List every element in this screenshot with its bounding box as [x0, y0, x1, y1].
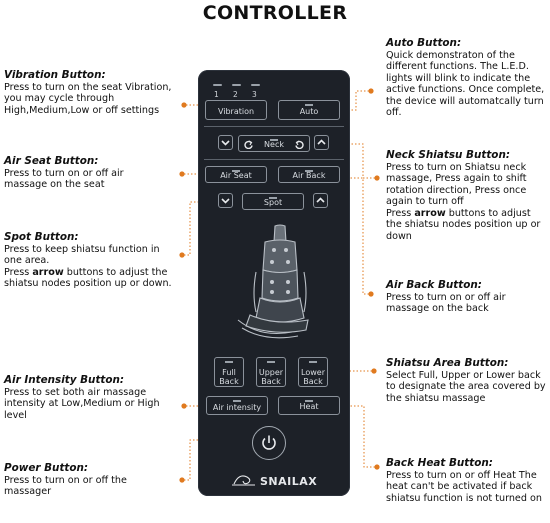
power-heading: Power Button: — [4, 462, 89, 474]
auto-button[interactable] — [278, 100, 340, 120]
air-back-button-label: Air Back — [292, 171, 326, 180]
air-intensity-description — [4, 374, 179, 421]
divider — [204, 126, 344, 127]
chevron-down-icon — [221, 196, 230, 205]
level-led-1 — [213, 84, 222, 86]
auto-heading: Auto Button: — [386, 37, 462, 49]
lower-back-label: Lower Back — [301, 368, 325, 386]
shiatsu-area-description — [386, 357, 548, 404]
air-intensity-button-label: Air intensity — [212, 403, 262, 412]
remote-controller — [198, 70, 350, 496]
massage-seat-illustration — [220, 220, 330, 340]
air-seat-description — [4, 155, 169, 191]
chevron-up-icon — [316, 196, 325, 205]
air-seat-button-label: Air Seat — [220, 171, 252, 180]
air-intensity-heading: Air Intensity Button: — [4, 374, 125, 386]
air-back-button[interactable] — [278, 166, 340, 183]
air-intensity-text: Press to set both air massage intensity at Low,Medium or High level — [4, 386, 160, 421]
auto-led — [305, 104, 313, 106]
full-back-led — [225, 361, 233, 363]
neck-text-1: Press to turn on Shiatsu neck massage, Press again to shift rotation direction, Press once again to turn off — [386, 161, 527, 208]
air-intensity-button[interactable] — [206, 396, 268, 415]
shiatsu-area-heading: Shiatsu Area Button: — [386, 357, 509, 369]
level-led-2 — [232, 84, 241, 86]
spot-button[interactable] — [242, 193, 304, 210]
back-heat-text: Press to turn on or off Heat The heat can't be activated if back shiatsu function is not turned on — [386, 469, 542, 504]
neck-button-label: Neck — [264, 140, 284, 149]
spot-text-2: Press arrow buttons to adjust the shiatsu nodes position up or down. — [4, 266, 172, 290]
vibration-text: Press to turn on the seat Vibration, you may cycle through High,Medium,Low or off settings — [4, 81, 172, 116]
air-seat-heading: Air Seat Button: — [4, 155, 99, 167]
level-label-1: 1 — [214, 90, 219, 99]
full-back-button[interactable] — [214, 357, 244, 387]
snail-logo-icon — [231, 471, 257, 487]
rotate-right-icon — [295, 140, 304, 149]
air-intensity-led — [233, 400, 241, 402]
upper-back-led — [267, 361, 275, 363]
level-label-3: 3 — [252, 90, 257, 99]
full-back-label: Full Back — [219, 368, 239, 386]
power-text: Press to turn on or off the massager — [4, 474, 127, 498]
upper-back-label: Upper Back — [258, 368, 284, 386]
spot-text-1: Press to keep shiatsu function in one area. — [4, 243, 160, 267]
upper-back-button[interactable] — [256, 357, 286, 387]
spot-button-label: Spot — [263, 198, 283, 207]
heat-button[interactable] — [278, 396, 340, 415]
divider — [204, 159, 344, 160]
shiatsu-area-text: Select Full, Upper or Lower back to designate the area covered by the shiatsu massage — [386, 369, 546, 404]
air-back-description — [386, 279, 546, 315]
chevron-down-icon — [221, 138, 230, 147]
auto-button-label: Auto — [299, 107, 319, 116]
air-seat-text: Press to turn on or off air massage on the seat — [4, 167, 124, 191]
spot-heading: Spot Button: — [4, 231, 79, 243]
neck-description — [386, 149, 548, 243]
vibration-button[interactable] — [205, 100, 267, 120]
air-back-text: Press to turn on or off air massage on the back — [386, 291, 506, 315]
neck-text-2: Press arrow buttons to adjust the shiatsu nodes position up or down — [386, 207, 541, 243]
air-back-heading: Air Back Button: — [386, 279, 482, 291]
neck-down-button[interactable] — [218, 135, 233, 150]
vibration-heading: Vibration Button: — [4, 69, 106, 81]
back-heat-description — [386, 457, 548, 504]
neck-button[interactable] — [238, 135, 310, 152]
vibration-button-label: Vibration — [217, 107, 255, 116]
air-seat-button[interactable] — [205, 166, 267, 183]
power-description — [4, 462, 164, 498]
auto-text: Quick demonstraton of the different functions. The L.E.D. lights will blink to indicate the active functions. Once complete, the device will automatcally turn off. — [386, 49, 545, 119]
spot-down-button[interactable] — [218, 193, 233, 208]
neck-heading: Neck Shiatsu Button: — [386, 149, 510, 161]
back-heat-heading: Back Heat Button: — [386, 457, 493, 469]
spot-description — [4, 231, 179, 290]
neck-up-button[interactable] — [314, 135, 329, 150]
auto-description — [386, 37, 548, 119]
power-icon — [259, 433, 279, 453]
heat-button-label: Heat — [299, 402, 319, 411]
power-button[interactable] — [252, 426, 286, 460]
spot-up-button[interactable] — [313, 193, 328, 208]
page-title: CONTROLLER — [202, 2, 348, 24]
chevron-up-icon — [317, 138, 326, 147]
level-label-2: 2 — [233, 90, 238, 99]
brand-logo: SNAILAX — [260, 475, 318, 488]
level-led-3 — [251, 84, 260, 86]
lower-back-button[interactable] — [298, 357, 328, 387]
lower-back-led — [309, 361, 317, 363]
vibration-description — [4, 69, 179, 116]
